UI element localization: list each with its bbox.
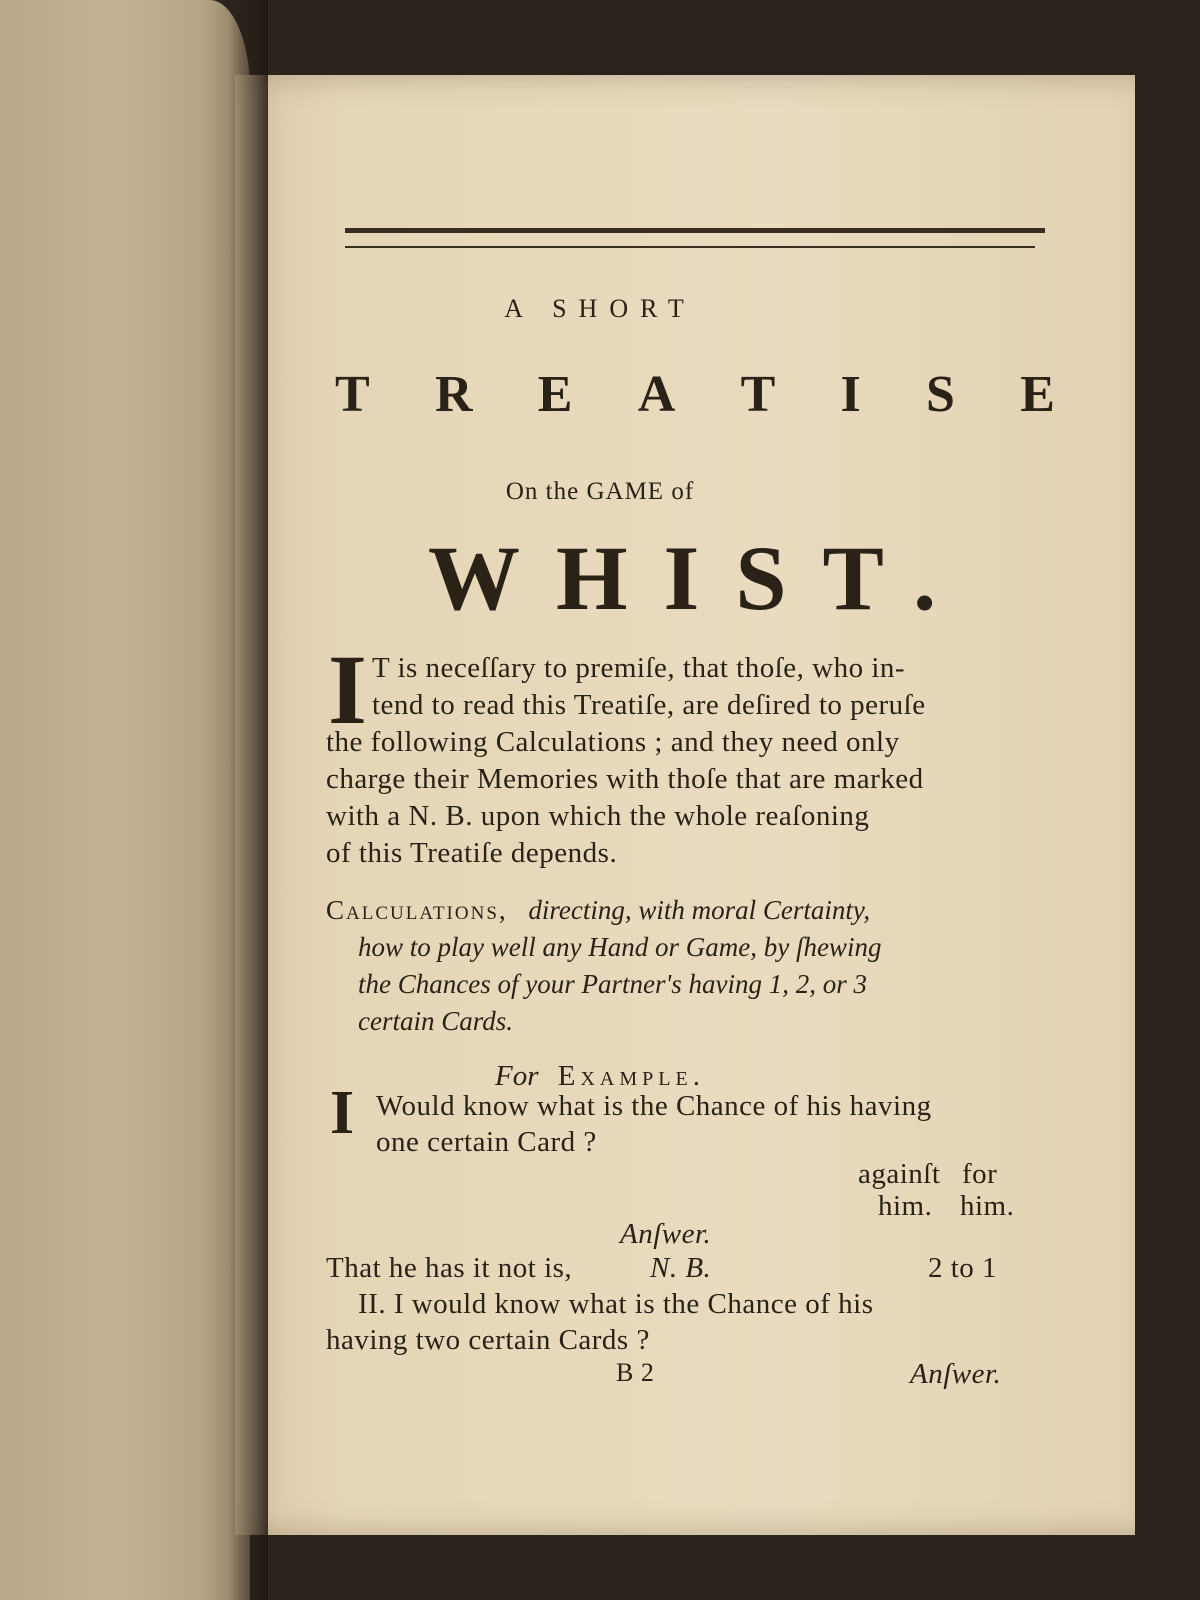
title-letter: I: [840, 366, 861, 423]
title-treatise: [335, 365, 1055, 424]
column-for: for: [962, 1158, 998, 1190]
intro-line: charge their Memories with thoſe that are marked: [326, 763, 924, 795]
answer-text: That he has it not is,: [326, 1252, 573, 1284]
title-whist: WHIST.: [428, 527, 973, 629]
title-letter: E: [1020, 366, 1055, 423]
title-game-line: On the GAME of: [505, 478, 695, 505]
header-rule-thick: [345, 228, 1045, 233]
intro-line: the following Calculations ; and they need only: [326, 726, 900, 758]
column-against: againſt: [858, 1158, 941, 1190]
column-him-for: him.: [960, 1190, 1015, 1222]
question-line: having two certain Cards ?: [326, 1324, 650, 1356]
calculations-heading-line: [326, 895, 870, 926]
calculations-text: directing, with moral Certainty,: [528, 895, 871, 925]
question-line: Would know what is the Chance of his having: [376, 1090, 932, 1122]
calculations-line: how to play well any Hand or Game, by ſhewing: [358, 932, 882, 962]
title-subtitle: A SHORT: [504, 294, 696, 323]
calculations-heading: Calculations,: [326, 895, 508, 925]
example-word: Example.: [557, 1060, 705, 1092]
question-line: II. I would know what is the Chance of his: [358, 1288, 874, 1320]
title-letter: E: [537, 366, 573, 423]
example-for: For: [495, 1060, 539, 1092]
answer-odds: 2 to 1: [928, 1252, 998, 1284]
book-spine: [228, 0, 268, 1600]
calculations-line: the Chances of your Partner's having 1, 2, or 3: [358, 969, 867, 999]
title-letter: S: [926, 366, 955, 423]
signature-mark: B 2: [616, 1358, 655, 1387]
example-heading: [0, 1060, 1200, 1093]
header-rule-thin: [345, 246, 1035, 248]
drop-cap: I: [328, 634, 367, 745]
question-line: one certain Card ?: [376, 1126, 597, 1158]
intro-line: with a N. B. upon which the whole reaſoning: [326, 800, 870, 832]
catchword: Anſwer.: [910, 1358, 1002, 1390]
title-letter: R: [434, 366, 473, 423]
intro-line: of this Treatiſe depends.: [326, 837, 618, 869]
intro-line: tend to read this Treatiſe, are deſired to peruſe: [372, 689, 926, 721]
title-letter: A: [637, 366, 676, 423]
title-letter: T: [335, 366, 370, 423]
title-letter: T: [740, 366, 776, 423]
answer-nb: N. B.: [650, 1252, 712, 1284]
answer-label: Anſwer.: [620, 1218, 712, 1250]
calculations-line: certain Cards.: [358, 1006, 513, 1036]
facing-page: [0, 0, 250, 1600]
drop-cap: I: [330, 1079, 355, 1147]
column-him-against: him.: [878, 1190, 933, 1222]
intro-line: T is neceſſary to premiſe, that thoſe, who in-: [372, 652, 906, 684]
